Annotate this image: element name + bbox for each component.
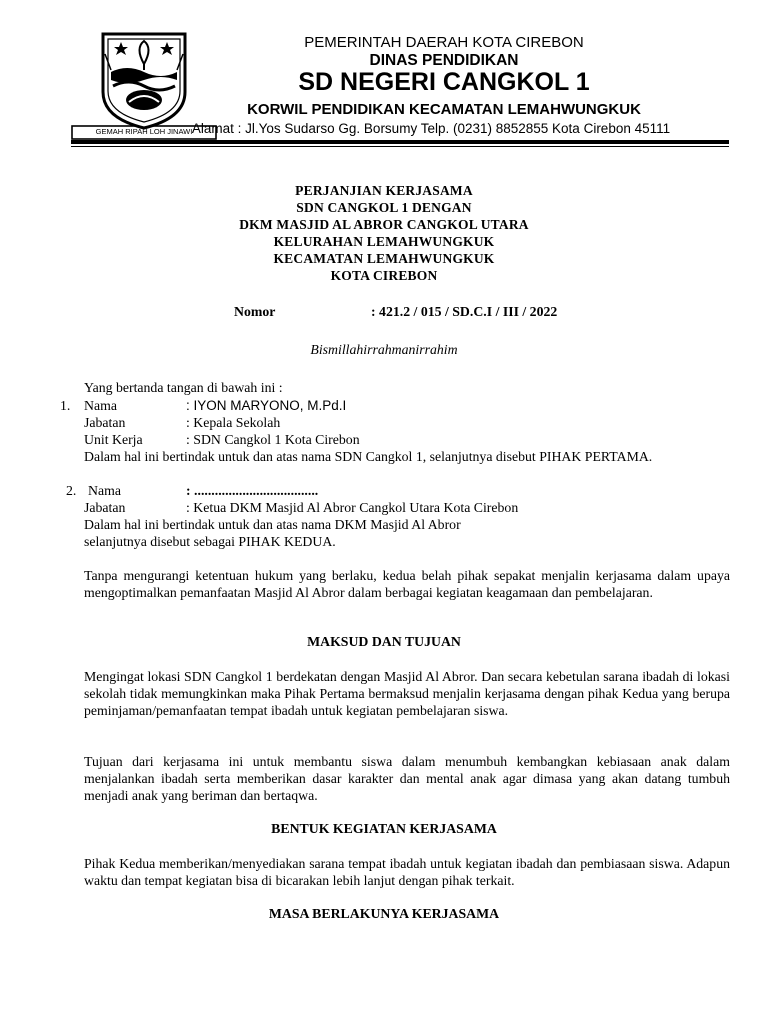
party2-number: 2. <box>66 483 77 498</box>
doc-title-line-4: KELURAHAN LEMAHWUNGKUK <box>273 234 495 249</box>
doc-title-line-5: KECAMATAN LEMAHWUNGKUK <box>273 251 495 266</box>
letterhead-rule-thick <box>71 140 729 144</box>
party2-jabatan-value: : Ketua DKM Masjid Al Abror Cangkol Utara Kota Cirebon <box>186 500 519 515</box>
korwil-name: KORWIL PENDIDIKAN KECAMATAN LEMAHWUNGKUK <box>247 101 641 118</box>
logo-motto: GEMAH RIPAH LOH JINAWI <box>95 127 193 136</box>
party1-number: 1. <box>60 398 71 413</box>
party1-jabatan-label: Jabatan <box>84 415 126 430</box>
section-heading-masa: MASA BERLAKUNYA KERJASAMA <box>268 906 500 921</box>
government-name: PEMERINTAH DAERAH KOTA CIREBON <box>304 34 584 51</box>
school-name: SD NEGERI CANGKOL 1 <box>298 68 590 96</box>
intro-line: Yang bertanda tangan di bawah ini : <box>84 380 283 395</box>
doc-title-line-2: SDN CANGKOL 1 DENGAN <box>296 200 472 215</box>
party1-jabatan-value: : Kepala Sekolah <box>186 415 281 430</box>
section-heading-maksud: MAKSUD DAN TUJUAN <box>307 634 461 649</box>
party1-unit-value: : SDN Cangkol 1 Kota Cirebon <box>186 432 360 447</box>
maksud-paragraph-1: Mengingat lokasi SDN Cangkol 1 berdekatan dengan Masjid Al Abror. Dan secara kebetulan sarana ibadah di lokasi sekolah tidak memungkinkan maka Pihak Pertama bermaksud menjalin kerjasama dengan pihak Kedua yang berupa peminjaman/pemanfaatan tempat ibadah untuk kegiatan pembelajaran siswa. <box>84 669 730 718</box>
party1-unit-label: Unit Kerja <box>84 432 143 447</box>
address-line: Alamat : Jl.Yos Sudarso Gg. Borsumy Telp. (0231) 8852855 Kota Cirebon 45111 <box>191 121 671 136</box>
party2-statement-line-1: Dalam hal ini bertindak untuk dan atas nama DKM Masjid Al Abror <box>84 517 461 532</box>
party2-jabatan-label: Jabatan <box>84 500 126 515</box>
doc-title-line-6: KOTA CIREBON <box>330 268 438 283</box>
bentuk-paragraph: Pihak Kedua memberikan/menyediakan sarana tempat ibadah untuk kegiatan ibadah dan pembiasaan siswa. Adapun waktu dan tempat kegiatan bisa di bicarakan lebih lanjut dengan pihak terkait. <box>84 856 730 888</box>
doc-title-line-3: DKM MASJID AL ABROR CANGKOL UTARA <box>239 217 529 232</box>
department-name: DINAS PENDIDIKAN <box>369 52 519 69</box>
party2-statement-line-2: selanjutnya disebut sebagai PIHAK KEDUA. <box>84 534 336 549</box>
party2-name-label: Nama <box>88 483 121 498</box>
nomor-label: Nomor <box>234 304 276 319</box>
bismillah: Bismillahirrahmanirrahim <box>310 342 458 357</box>
section-heading-bentuk: BENTUK KEGIATAN KERJASAMA <box>271 821 497 836</box>
party1-name-value: : IYON MARYONO, M.Pd.I <box>186 398 347 413</box>
letterhead-rule-thin <box>71 146 729 147</box>
party2-name-value: : .................................... <box>186 483 319 498</box>
preamble-paragraph: Tanpa mengurangi ketentuan hukum yang berlaku, kedua belah pihak sepakat menjalin kerjasama dalam upaya mengoptimalkan pemanfaatan Masjid Al Abror dalam berbagai kegiatan keagamaan dan pembelajaran. <box>84 568 730 600</box>
party1-name-label: Nama <box>84 398 117 413</box>
doc-title-line-1: PERJANJIAN KERJASAMA <box>295 183 473 198</box>
maksud-paragraph-2: Tujuan dari kerjasama ini untuk membantu siswa dalam menumbuh kembangkan kebiasaan anak dalam menjalankan ibadah serta memberikan dasar karakter dan mental anak agar dimasa yang akan datang tumbuh menjadi anak yang beriman dan bertaqwa. <box>84 754 730 803</box>
nomor-value: : 421.2 / 015 / SD.C.I / III / 2022 <box>371 304 558 319</box>
party1-statement: Dalam hal ini bertindak untuk dan atas nama SDN Cangkol 1, selanjutnya disebut PIHAK PERTAMA. <box>84 449 653 464</box>
